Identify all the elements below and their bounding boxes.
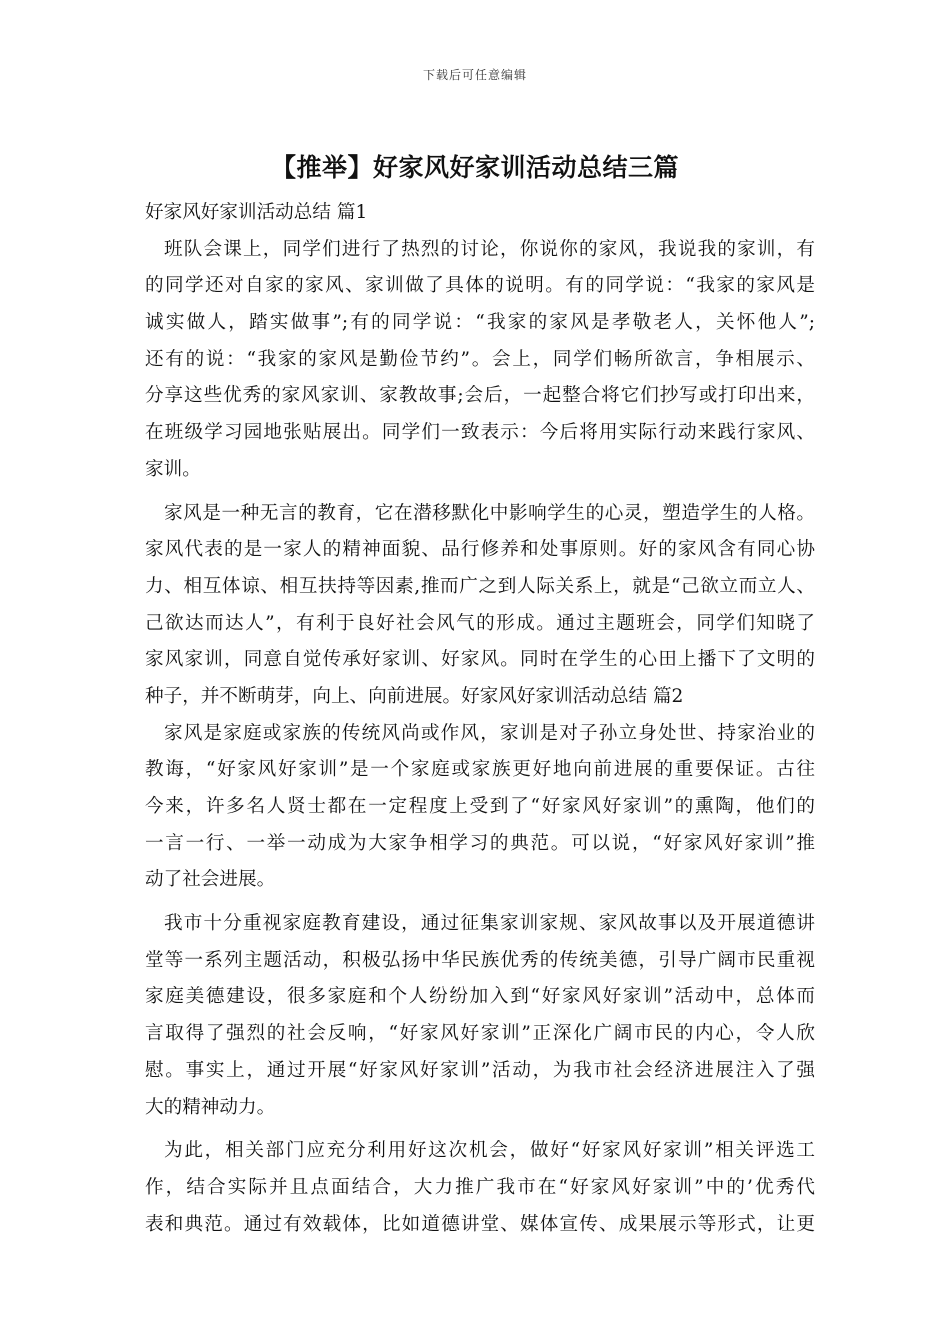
header-note: 下载后可任意编辑 xyxy=(422,68,527,82)
paragraph-line: 我市十分重视家庭教育建设，通过征集家训家规、家风故事以及开展道德讲 xyxy=(164,913,815,935)
paragraph-line: 在班级学习园地张贴展出。同学们一致表示：今后将用实际行动来践行家风、 xyxy=(145,422,815,444)
paragraph-line: 家风是一种无言的教育，它在潜移默化中影响学生的心灵，塑造学生的人格。 xyxy=(164,502,815,524)
paragraph-line: 的同学还对自家的家风、家训做了具体的说明。有的同学说：“我家的家风是 xyxy=(145,275,815,297)
paragraph-line: 表和典范。通过有效载体，比如道德讲堂、媒体宣传、成果展示等形式，让更 xyxy=(145,1213,815,1235)
paragraph-line: 家风是家庭或家族的传统风尚或作风，家训是对子孙立身处世、持家治业的 xyxy=(164,722,815,744)
document-body xyxy=(145,195,815,1243)
paragraph-line: 还有的说：“我家的家风是勤俭节约”。会上，同学们畅所欲言，争相展示、 xyxy=(145,348,815,370)
paragraph-line: 己欲达而达人”，有利于良好社会风气的形成。通过主题班会，同学们知晓了 xyxy=(145,612,815,634)
paragraph-line: 堂等一系列主题活动，积极弘扬中华民族优秀的传统美德，引导广阔市民重视 xyxy=(145,949,815,971)
paragraph-line: 一言一行、一举一动成为大家争相学习的典范。可以说，“好家风好家训”推 xyxy=(145,832,815,854)
document-title: 【推举】好家风好家训活动总结三篇 xyxy=(270,153,679,182)
section-heading: 好家风好家训活动总结 篇1 xyxy=(145,202,368,223)
paragraph-line: 今来，许多名人贤士都在一定程度上受到了“好家风好家训”的熏陶，他们的 xyxy=(145,796,815,817)
paragraph-line: 分享这些优秀的家风家训、家教故事;会后，一起整合将它们抄写或打印出来， xyxy=(145,385,815,407)
paragraph-line: 慰。事实上，通过开展“好家风好家训”活动，为我市社会经济进展注入了强 xyxy=(145,1059,815,1081)
paragraph-line: 家风家训，同意自觉传承好家训、好家风。同时在学生的心田上播下了文明的 xyxy=(145,649,815,671)
paragraph-line: 家训。 xyxy=(145,458,201,480)
paragraph-line: 班队会课上，同学们进行了热烈的讨论，你说你的家风，我说我的家训，有 xyxy=(164,238,815,260)
paragraph-line: 教诲，“好家风好家训”是一个家庭或家族更好地向前进展的重要保证。古往 xyxy=(145,759,815,781)
paragraph-line: 大的精神动力。 xyxy=(145,1096,276,1118)
paragraph-line: 动了社会进展。 xyxy=(145,869,276,891)
paragraph-line: 诚实做人，踏实做事”;有的同学说：“我家的家风是孝敬老人，关怀他人”; xyxy=(145,312,815,334)
paragraph-line: 家风代表的是一家人的精神面貌、品行修养和处事原则。好的家风含有同心协 xyxy=(145,539,815,561)
paragraph-line: 种子，并不断萌芽，向上、向前进展。好家风好家训活动总结 篇2 xyxy=(145,685,684,707)
paragraph-line: 家庭美德建设，很多家庭和个人纷纷加入到“好家风好家训”活动中，总体而 xyxy=(145,986,815,1008)
paragraph-line: 力、相互体谅、相互扶持等因素,推而广之到人际关系上，就是“己欲立而立人、 xyxy=(145,575,815,597)
paragraph-line: 作，结合实际并且点面结合，大力推广我市在“好家风好家训”中的’优秀代 xyxy=(145,1176,815,1198)
paragraph-line: 言取得了强烈的社会反响，“好家风好家训”正深化广阔市民的内心，令人欣 xyxy=(145,1023,815,1045)
paragraph-line: 为此，相关部门应充分利用好这次机会，做好“好家风好家训”相关评选工 xyxy=(164,1140,815,1162)
